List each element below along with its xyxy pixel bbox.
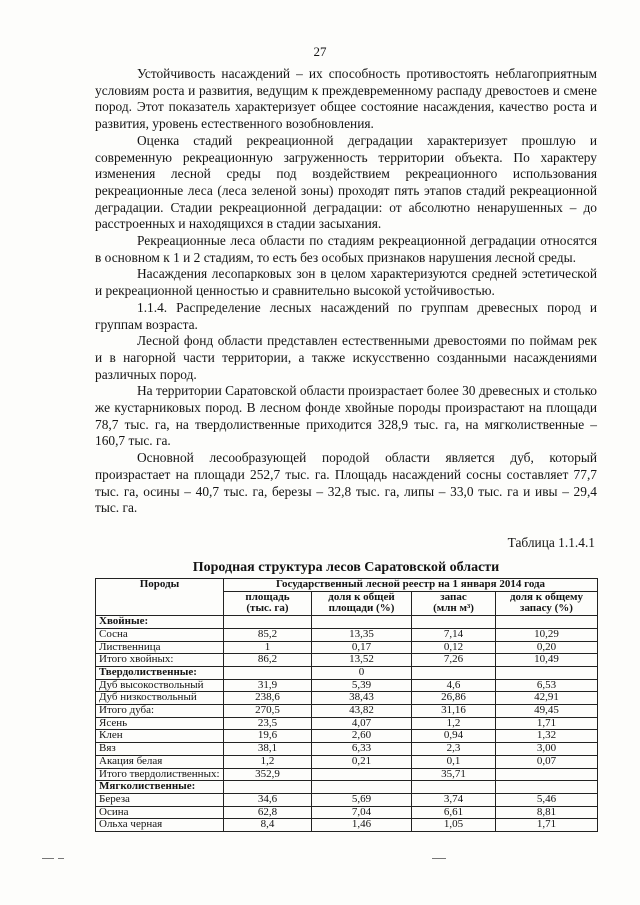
paragraph: Рекреационные леса области по стадиям рекреационной деградации относятся в основном к 1 и 2 стадиям, то есть без особых признаков нарушения лесной среды. [95, 233, 597, 265]
area-share-cell: 6,33 [312, 743, 412, 756]
area-cell: 86,2 [224, 654, 312, 667]
table-row [96, 730, 598, 743]
stock-cell: 1,2 [412, 717, 496, 730]
area-cell: 23,5 [224, 717, 312, 730]
paragraph: Лесной фонд области представлен естественными древостоями по поймам рек и в нагорной части территории, а также искусственно созданными насаждениями различных пород. [95, 333, 597, 382]
table-row [96, 793, 598, 806]
table-row [96, 806, 598, 819]
area-cell: 1,2 [224, 755, 312, 768]
table-header-row [96, 579, 598, 592]
area-share-cell: 1,46 [312, 819, 412, 832]
area-share-cell: 4,07 [312, 717, 412, 730]
stock-share-cell: 8,81 [496, 806, 598, 819]
area-cell: 8,4 [224, 819, 312, 832]
area-cell: 38,1 [224, 743, 312, 756]
paragraph: Насаждения лесопарковых зон в целом характеризуются средней эстетической и рекреационной ценностью и сравнительно высокой устойчивостью. [95, 266, 597, 299]
table-cell [496, 616, 598, 629]
species-name-cell: Дуб высокоствольный [96, 679, 224, 692]
paragraph: Оценка стадий рекреационной деградации характеризует прошлую и современную рекреационную загруженность территории объекта. По характеру изменения лесной среды под воздействием рекреационного использования рекреационные леса (леса зеленой зоны) проходят пять этапов стадий рекреационной деградации. Стадии рекреационной деградации: от абсолютно ненарушенных – до расстроенных и находящихся в стадии засыхания. [95, 132, 597, 232]
area-share-cell: 43,82 [312, 705, 412, 718]
header-area: площадь (тыс. га) [224, 591, 312, 615]
stock-share-cell: 3,00 [496, 743, 598, 756]
stock-cell: 0,1 [412, 755, 496, 768]
header-area-share: доля к общей площади (%) [312, 591, 412, 615]
table-row [96, 679, 598, 692]
table-cell [496, 666, 598, 679]
species-name-cell: Ясень [96, 717, 224, 730]
table-cell [412, 666, 496, 679]
area-cell: 238,6 [224, 692, 312, 705]
table-cell [312, 781, 412, 794]
area-share-cell: 0,17 [312, 641, 412, 654]
table-title: Породная структура лесов Саратовской области [192, 560, 500, 575]
table-cell [224, 666, 312, 679]
header-species: Породы [96, 579, 224, 616]
species-name-cell: Вяз [96, 743, 224, 756]
area-cell: 62,8 [224, 806, 312, 819]
stock-share-cell: 49,45 [496, 705, 598, 718]
stock-share-cell: 5,46 [496, 793, 598, 806]
area-share-cell: 5,39 [312, 679, 412, 692]
species-name-cell: Итого дуба: [96, 705, 224, 718]
stock-cell: 0,12 [412, 641, 496, 654]
area-cell: 19,6 [224, 730, 312, 743]
species-name-cell: Лиственница [96, 641, 224, 654]
area-share-cell: 2,60 [312, 730, 412, 743]
species-name-cell: Итого твердолиственных: [96, 768, 224, 781]
table-cell [412, 616, 496, 629]
stock-share-cell: 0,20 [496, 641, 598, 654]
group-row [96, 616, 598, 629]
table-row [96, 628, 598, 641]
table-row [96, 819, 598, 832]
stock-share-cell: 1,71 [496, 717, 598, 730]
stock-share-cell: 42,91 [496, 692, 598, 705]
scan-mark [42, 858, 54, 859]
area-share-cell [312, 768, 412, 781]
area-cell: 85,2 [224, 628, 312, 641]
header-registry: Государственный лесной реестр на 1 января 2014 года [224, 579, 598, 592]
paragraph: На территории Саратовской области произрастает более 30 древесных и столько же кустарниковых пород. В лесном фонде хвойные породы произрастают на площади 78,7 тыс. га, на твердолиственные приходится 328,9 тыс. га, на мягколиственные – 160,7 тыс. га. [95, 383, 597, 449]
table-cell [496, 781, 598, 794]
area-share-cell: 13,52 [312, 654, 412, 667]
stock-share-cell: 1,32 [496, 730, 598, 743]
table-row [96, 743, 598, 756]
table-row [96, 654, 598, 667]
area-cell: 352,9 [224, 768, 312, 781]
stock-cell: 7,14 [412, 628, 496, 641]
stock-share-cell: 1,71 [496, 819, 598, 832]
area-cell: 31,9 [224, 679, 312, 692]
group-label: Хвойные: [96, 616, 224, 629]
table-label: Таблица 1.1.4.1 [507, 535, 595, 550]
area-share-cell: 7,04 [312, 806, 412, 819]
table-body [96, 616, 598, 832]
area-share-cell: 5,69 [312, 793, 412, 806]
group-label: Твердолиственные: [96, 666, 224, 679]
table-row [96, 755, 598, 768]
species-name-cell: Береза [96, 793, 224, 806]
page-number: 27 [313, 44, 327, 59]
species-name-cell: Ольха черная [96, 819, 224, 832]
table-cell: 0 [312, 666, 412, 679]
group-row [96, 781, 598, 794]
paragraph: Устойчивость насаждений – их способность противостоять неблагоприятным условиям роста и развития, ведущим к преждевременному распаду древостоев и смене пород. Этот показатель характеризует общее состояние насаждения, качество роста и развития, уровень естественного возобновления. [95, 66, 597, 132]
stock-share-cell: 0,07 [496, 755, 598, 768]
stock-share-cell: 10,49 [496, 654, 598, 667]
group-label: Мягколиственные: [96, 781, 224, 794]
scan-mark [432, 858, 446, 859]
species-name-cell: Итого хвойных: [96, 654, 224, 667]
section-heading: 1.1.4. Распределение лесных насаждений по группам древесных пород и группам возраста. [95, 299, 597, 332]
table-row [96, 768, 598, 781]
scan-mark [58, 858, 64, 859]
stock-share-cell: 6,53 [496, 679, 598, 692]
species-name-cell: Акация белая [96, 755, 224, 768]
group-row [96, 666, 598, 679]
paragraph: Основной лесообразующей породой области является дуб, который произрастает на площади 252,7 тыс. га. Площадь насаждений сосны составляет 77,7 тыс. га, осины – 40,7 тыс. га, березы – 32,8 тыс. га, липы – 33,0 тыс. га и ивы – 29,4 тыс. га. [95, 450, 597, 516]
species-name-cell: Клен [96, 730, 224, 743]
table-row [96, 705, 598, 718]
header-stock-share: доля к общему запасу (%) [496, 591, 598, 615]
stock-cell: 7,26 [412, 654, 496, 667]
stock-cell: 2,3 [412, 743, 496, 756]
area-cell: 1 [224, 641, 312, 654]
stock-cell: 3,74 [412, 793, 496, 806]
stock-cell: 35,71 [412, 768, 496, 781]
table-row [96, 692, 598, 705]
table-cell [412, 781, 496, 794]
stock-cell: 26,86 [412, 692, 496, 705]
table-row [96, 717, 598, 730]
stock-cell: 6,61 [412, 806, 496, 819]
species-name-cell: Дуб низкоствольный [96, 692, 224, 705]
area-share-cell: 0,21 [312, 755, 412, 768]
species-name-cell: Осина [96, 806, 224, 819]
species-name-cell: Сосна [96, 628, 224, 641]
stock-share-cell [496, 768, 598, 781]
stock-cell: 4,6 [412, 679, 496, 692]
area-cell: 270,5 [224, 705, 312, 718]
stock-cell: 0,94 [412, 730, 496, 743]
stock-cell: 31,16 [412, 705, 496, 718]
species-structure-table [95, 578, 598, 832]
area-share-cell: 38,43 [312, 692, 412, 705]
stock-share-cell: 10,29 [496, 628, 598, 641]
table-cell [224, 781, 312, 794]
stock-cell: 1,05 [412, 819, 496, 832]
table-cell [224, 616, 312, 629]
table-cell [312, 616, 412, 629]
body-text [95, 66, 597, 517]
area-share-cell: 13,35 [312, 628, 412, 641]
table-row [96, 641, 598, 654]
header-stock: запас (млн м³) [412, 591, 496, 615]
area-cell: 34,6 [224, 793, 312, 806]
